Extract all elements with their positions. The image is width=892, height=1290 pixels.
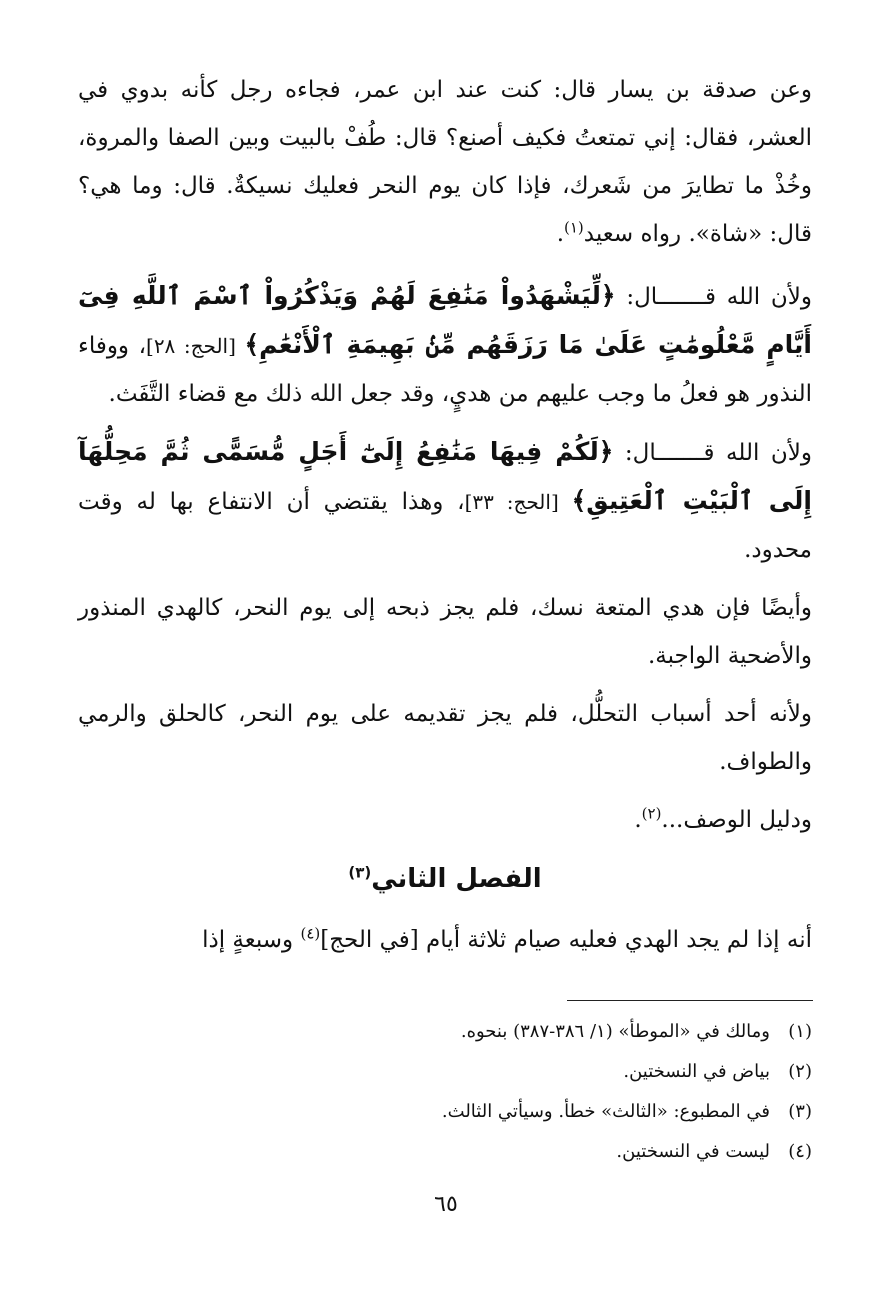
ornate-bracket-open: ﴿: [600, 281, 616, 310]
verse-reference: [الحج: ٣٣]: [464, 490, 572, 514]
footnote-text: بياض في النسختين.: [623, 1061, 770, 1082]
paragraph-tamattu-sacrifice: [78, 584, 812, 680]
footnote-text: ليست في النسختين.: [616, 1141, 770, 1162]
main-text: [78, 66, 812, 974]
paragraph-text: ، ووفاء النذور هو فعلُ ما وجب عليهم من هديٍ، وقد جعل الله ذلك مع قضاء التَّفَث.: [78, 333, 812, 407]
footnote-text: في المطبوع: «الثالث» خطأ. وسيأتي الثالث.: [441, 1101, 770, 1122]
paragraph-text: ولأنه أحد أسباب التحلُّل، فلم يجز تقديمه على يوم النحر، كالحلق والرمي والطواف.: [78, 701, 812, 775]
paragraph-intro: ولأن الله قـــــــال:: [615, 284, 812, 310]
paragraph-text: ، وهذا يقتضي أن الانتفاع بها له وقت محدود.: [78, 489, 812, 563]
footnote-ref-3: (٣): [348, 863, 372, 882]
footnote-ref-2: (٢): [641, 804, 662, 823]
footnote-1: [112, 1012, 812, 1052]
paragraph-intro: ولأن الله قـــــــال:: [613, 440, 812, 466]
paragraph-tahallul: [78, 690, 812, 786]
verse-reference: [الحج: ٢٨]: [146, 334, 245, 358]
footnote-text: ومالك في «الموطأ» (١/ ٣٨٦-٣٨٧) بنحوه.: [460, 1021, 770, 1042]
ornate-bracket-close: ﴾: [571, 486, 587, 515]
footnote-2: [112, 1052, 812, 1092]
quran-verse: لِّيَشْهَدُواْ مَنَٰفِعَ لَهُمْ وَيَذْكُرُواْ ٱسْمَ ٱللَّهِ فِىٓ أَيَّامٍ مَّعْلُومَٰتٍ عَلَىٰ مَا رَزَقَهُم مِّنۢ بَهِيمَةِ ٱلْأَنْعَٰمِ: [78, 281, 812, 359]
heading-text: الفصل الثاني: [371, 864, 542, 894]
paragraph-evidence: [78, 796, 812, 844]
footnote-ref-4: (٤): [300, 924, 321, 943]
footnote-number: (٤): [788, 1141, 812, 1162]
paragraph-text: أنه إذا لم يجد الهدي فعليه صيام ثلاثة أيام [في الحج]: [320, 927, 812, 953]
paragraph-text: وعن صدقة بن يسار قال: كنت عند ابن عمر، فجاءه رجل كأنه بدوي في العشر، فقال: إني تمتعتُ فكيف أصنع؟ قال: طُفْ بالبيت وبين الصفا والمروة، وخُذْ ما تطايرَ من شَعرك، فإذا كان يوم النحر فعليك نسيكةٌ. قال: وما هي؟ قال: «شاة». رواه سعيد: [78, 77, 812, 247]
paragraph-quran-33: [78, 428, 812, 574]
ornate-bracket-open: ﴿: [598, 437, 614, 466]
paragraph-quran-28: [78, 272, 812, 418]
footnote-4: [112, 1132, 812, 1172]
paragraph-end: .: [634, 807, 642, 833]
paragraph-text: وسبعةٍ إذا: [202, 927, 301, 953]
quran-verse: لَكُمْ فِيهَا مَنَٰفِعُ إِلَىٰٓ أَجَلٍ مُّسَمًّى ثُمَّ مَحِلُّهَآ إِلَى ٱلْبَيْتِ ٱلْعَتِيقِ: [78, 437, 812, 515]
footnote-number: (٢): [788, 1061, 812, 1082]
ornate-bracket-close: ﴾: [244, 330, 260, 359]
page-number: ٦٥: [434, 1192, 458, 1217]
footnote-separator: [567, 1000, 813, 1001]
paragraph-fasting: [78, 916, 812, 964]
footnote-3: [112, 1092, 812, 1132]
paragraph-end: .: [556, 221, 564, 247]
footnotes: [112, 1012, 812, 1172]
footnote-ref-1: (١): [564, 218, 584, 237]
footnote-number: (٣): [788, 1101, 812, 1122]
footnote-number: (١): [788, 1021, 812, 1042]
paragraph-text: ودليل الوصف...: [661, 807, 812, 833]
section-heading: [78, 854, 812, 904]
paragraph-text: وأيضًا فإن هدي المتعة نسك، فلم يجز ذبحه إلى يوم النحر، كالهدي المنذور والأضحية الواجبة.: [78, 595, 812, 669]
paragraph-sadaqa-narration: [78, 66, 812, 258]
